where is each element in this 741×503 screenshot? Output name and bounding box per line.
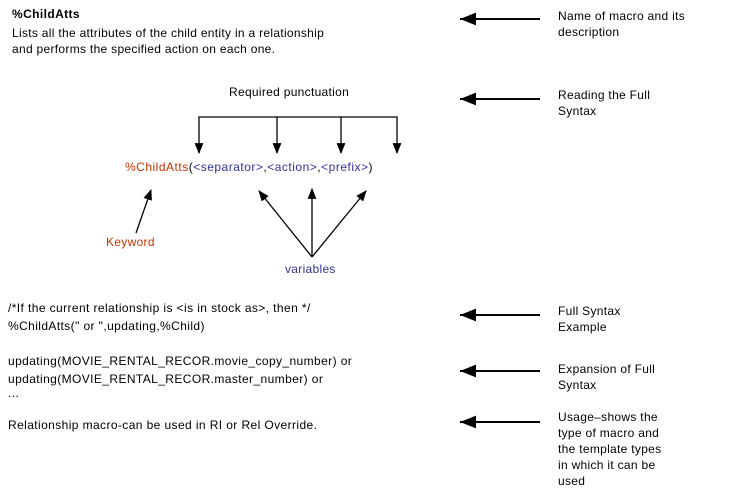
annotation-line: Usage–shows the	[558, 410, 658, 424]
variables-arrow-prefix	[312, 191, 366, 257]
annotation-line: Example	[558, 320, 607, 334]
annotation-line: Expansion of Full	[558, 362, 656, 376]
annotation-line: Name of macro and its	[558, 9, 686, 23]
keyword-arrow	[136, 190, 151, 233]
macro-title: %ChildAtts	[12, 7, 80, 21]
keyword-label: Keyword	[106, 235, 155, 249]
variables-arrows	[259, 189, 366, 257]
macro-description-line2: and performs the specified action on each one.	[12, 42, 276, 56]
syntax-close-paren: )	[368, 160, 373, 174]
variables-arrow-separator	[259, 191, 312, 257]
syntax-comma2: ,	[317, 160, 322, 174]
annotation-line: type of macro and	[558, 426, 660, 440]
usage-statement: Relationship macro-can be used in RI or Rel Override.	[8, 418, 318, 432]
example-ellipsis: ...	[8, 386, 20, 400]
punctuation-bracket	[198, 117, 397, 153]
required-punctuation-label: Required punctuation	[229, 85, 350, 99]
annotation-line: the template types	[558, 442, 662, 456]
syntax-prefix-variable: <prefix>	[321, 160, 369, 174]
annotation-line: Syntax	[558, 378, 597, 392]
callout-arrows	[460, 19, 540, 422]
example-comment: /*If the current relationship is <is in stock as>, then */	[8, 301, 311, 315]
annotation-expansion-of-full-syntax	[558, 361, 655, 393]
syntax-comma1: ,	[263, 160, 268, 174]
example-expansion-line2: updating(MOVIE_RENTAL_RECOR.master_number) or	[8, 372, 324, 386]
annotation-line: Full Syntax	[558, 304, 621, 318]
annotation-line: Syntax	[558, 104, 597, 118]
syntax-keyword: %ChildAtts	[125, 160, 189, 174]
syntax-separator-variable: <separator>	[193, 160, 264, 174]
annotation-line: used	[558, 474, 586, 488]
macro-description-line1: Lists all the attributes of the child entity in a relationship	[12, 26, 325, 40]
variables-label: variables	[285, 262, 336, 276]
example-expansion-line1: updating(MOVIE_RENTAL_RECOR.movie_copy_number) or	[8, 354, 353, 368]
annotation-line: description	[558, 25, 620, 39]
syntax-action-variable: <action>	[267, 160, 318, 174]
example-call: %ChildAtts(" or ",updating,%Child)	[8, 319, 205, 333]
annotation-line: Reading the Full	[558, 88, 651, 102]
annotation-name-of-macro	[558, 8, 685, 40]
annotation-line: in which it can be	[558, 458, 656, 472]
annotation-usage	[558, 409, 661, 489]
annotation-full-syntax-example	[558, 303, 621, 335]
syntax-line	[125, 160, 373, 174]
annotation-reading-full-syntax	[558, 87, 650, 119]
syntax-open-paren: (	[188, 160, 194, 174]
